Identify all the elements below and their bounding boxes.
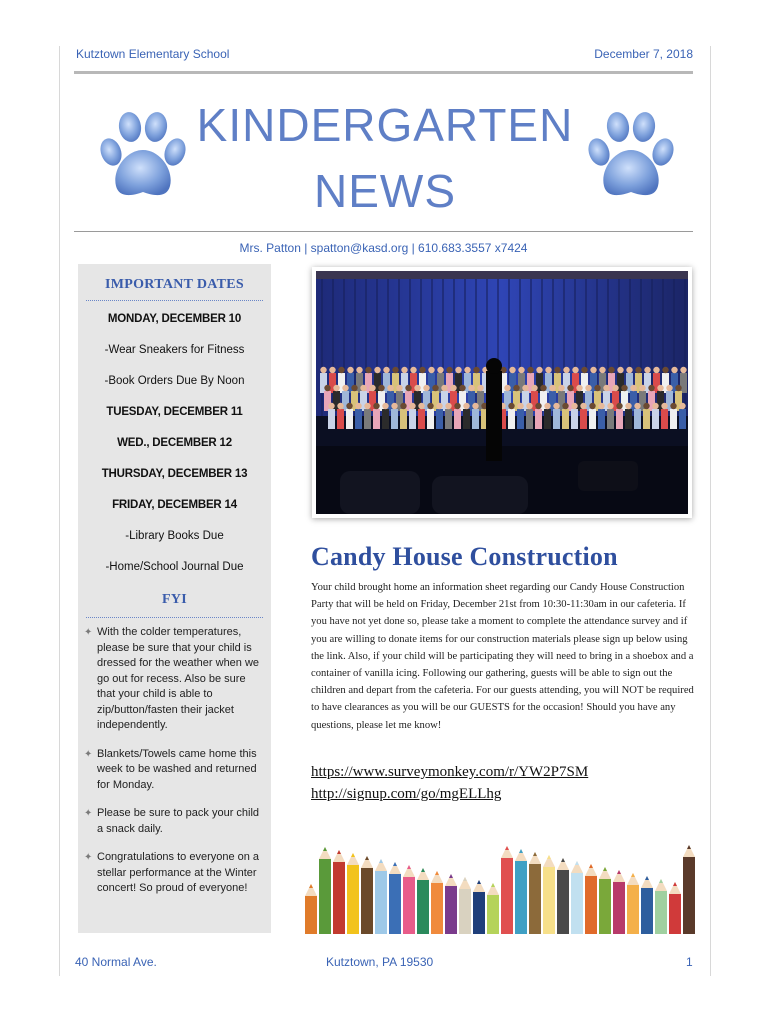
bullet-icon: ✦ — [84, 852, 93, 863]
teacher-email[interactable]: spatton@kasd.org — [310, 241, 409, 255]
signup-link[interactable]: http://signup.com/go/mgELLhg — [311, 786, 502, 802]
fyi-list — [84, 625, 263, 910]
teacher-name: Mrs. Patton — [239, 241, 301, 255]
date-heading: WED., DECEMBER 12 — [117, 437, 232, 449]
fyi-item: ✦ Please be sure to pack your child a snack daily. — [84, 807, 260, 835]
article-body: Your child brought home an information sheet regarding our Candy House Construction Party that will be held on Friday, December 21st from 10:30-11:30am in our cafeteria. If you have not yet done so, please take a moment to complete the attendance survey and if you are willing to donate items for our construction materials please sign up below using the link. Also, if your child will be participating they will need to bring in a shoebox and a container of vanilla icing. Following our gathering, guests will be able to sign out the children and depart from the cafeteria. For our guests attending, you will NOT be required to have clearances as you will be our GUESTS for the occasion! Should you have any questions, please let me know! — [311, 582, 694, 731]
date-note: -Library Books Due — [125, 530, 224, 542]
title-divider — [74, 231, 693, 232]
bullet-icon: ✦ — [84, 748, 93, 760]
bullet-icon: ✦ — [84, 808, 93, 819]
header-divider — [74, 71, 693, 74]
colored-pencils-image — [304, 838, 696, 934]
fyi-item: ✦ With the colder temperatures, please be sure that your child is dressed for the weather when we go out for recess. Also be sure that your child is able to zip/button/fasten their jacket independently. — [84, 626, 260, 731]
date-heading: MONDAY, DECEMBER 10 — [107, 313, 242, 325]
page-number: 1 — [686, 955, 693, 969]
page-edge-right — [710, 46, 711, 976]
date-note: -Home/School Journal Due — [105, 561, 244, 573]
fyi-heading: FYI — [161, 592, 187, 607]
dotted-divider — [86, 617, 263, 618]
page-edge-left — [59, 46, 60, 976]
date-note: -Wear Sneakers for Fitness — [104, 344, 245, 356]
school-name: Kutztown Elementary School — [76, 47, 230, 61]
date-heading: FRIDAY, DECEMBER 14 — [112, 499, 237, 511]
date-heading: TUESDAY, DECEMBER 11 — [106, 406, 243, 418]
date-note: -Book Orders Due By Noon — [104, 375, 245, 387]
footer-address: 40 Normal Ave. — [75, 955, 157, 969]
dotted-divider — [86, 300, 263, 301]
newsletter-title — [180, 92, 590, 224]
footer-city: Kutztown, PA 19530 — [326, 955, 434, 969]
important-dates-heading: IMPORTANT DATES — [105, 277, 244, 292]
date-heading: THURSDAY, DECEMBER 13 — [101, 468, 248, 480]
title-line-2: NEWS — [314, 165, 456, 217]
article-title: Candy House Construction — [311, 542, 618, 571]
paw-print-icon — [98, 110, 188, 202]
fyi-item: ✦ Blankets/Towels came home this week to be washed and returned for Monday. — [84, 747, 257, 791]
bullet-icon: ✦ — [84, 627, 93, 638]
newsletter-date: December 7, 2018 — [594, 47, 693, 61]
teacher-phone: 610.683.3557 x7424 — [418, 241, 528, 255]
paw-print-icon — [586, 110, 676, 202]
sidebar — [78, 264, 271, 933]
contact-line: Mrs. Patton | spatton@kasd.org | 610.683.3557 x7424 — [239, 241, 528, 255]
survey-link[interactable]: https://www.surveymonkey.com/r/YW2P7SM — [311, 764, 589, 780]
fyi-item: ✦ Congratulations to everyone on a stellar performance at the Winter concert! So proud of everyone! — [84, 851, 260, 894]
title-line-1: KINDERGARTEN — [196, 99, 574, 151]
concert-photo — [312, 267, 692, 518]
